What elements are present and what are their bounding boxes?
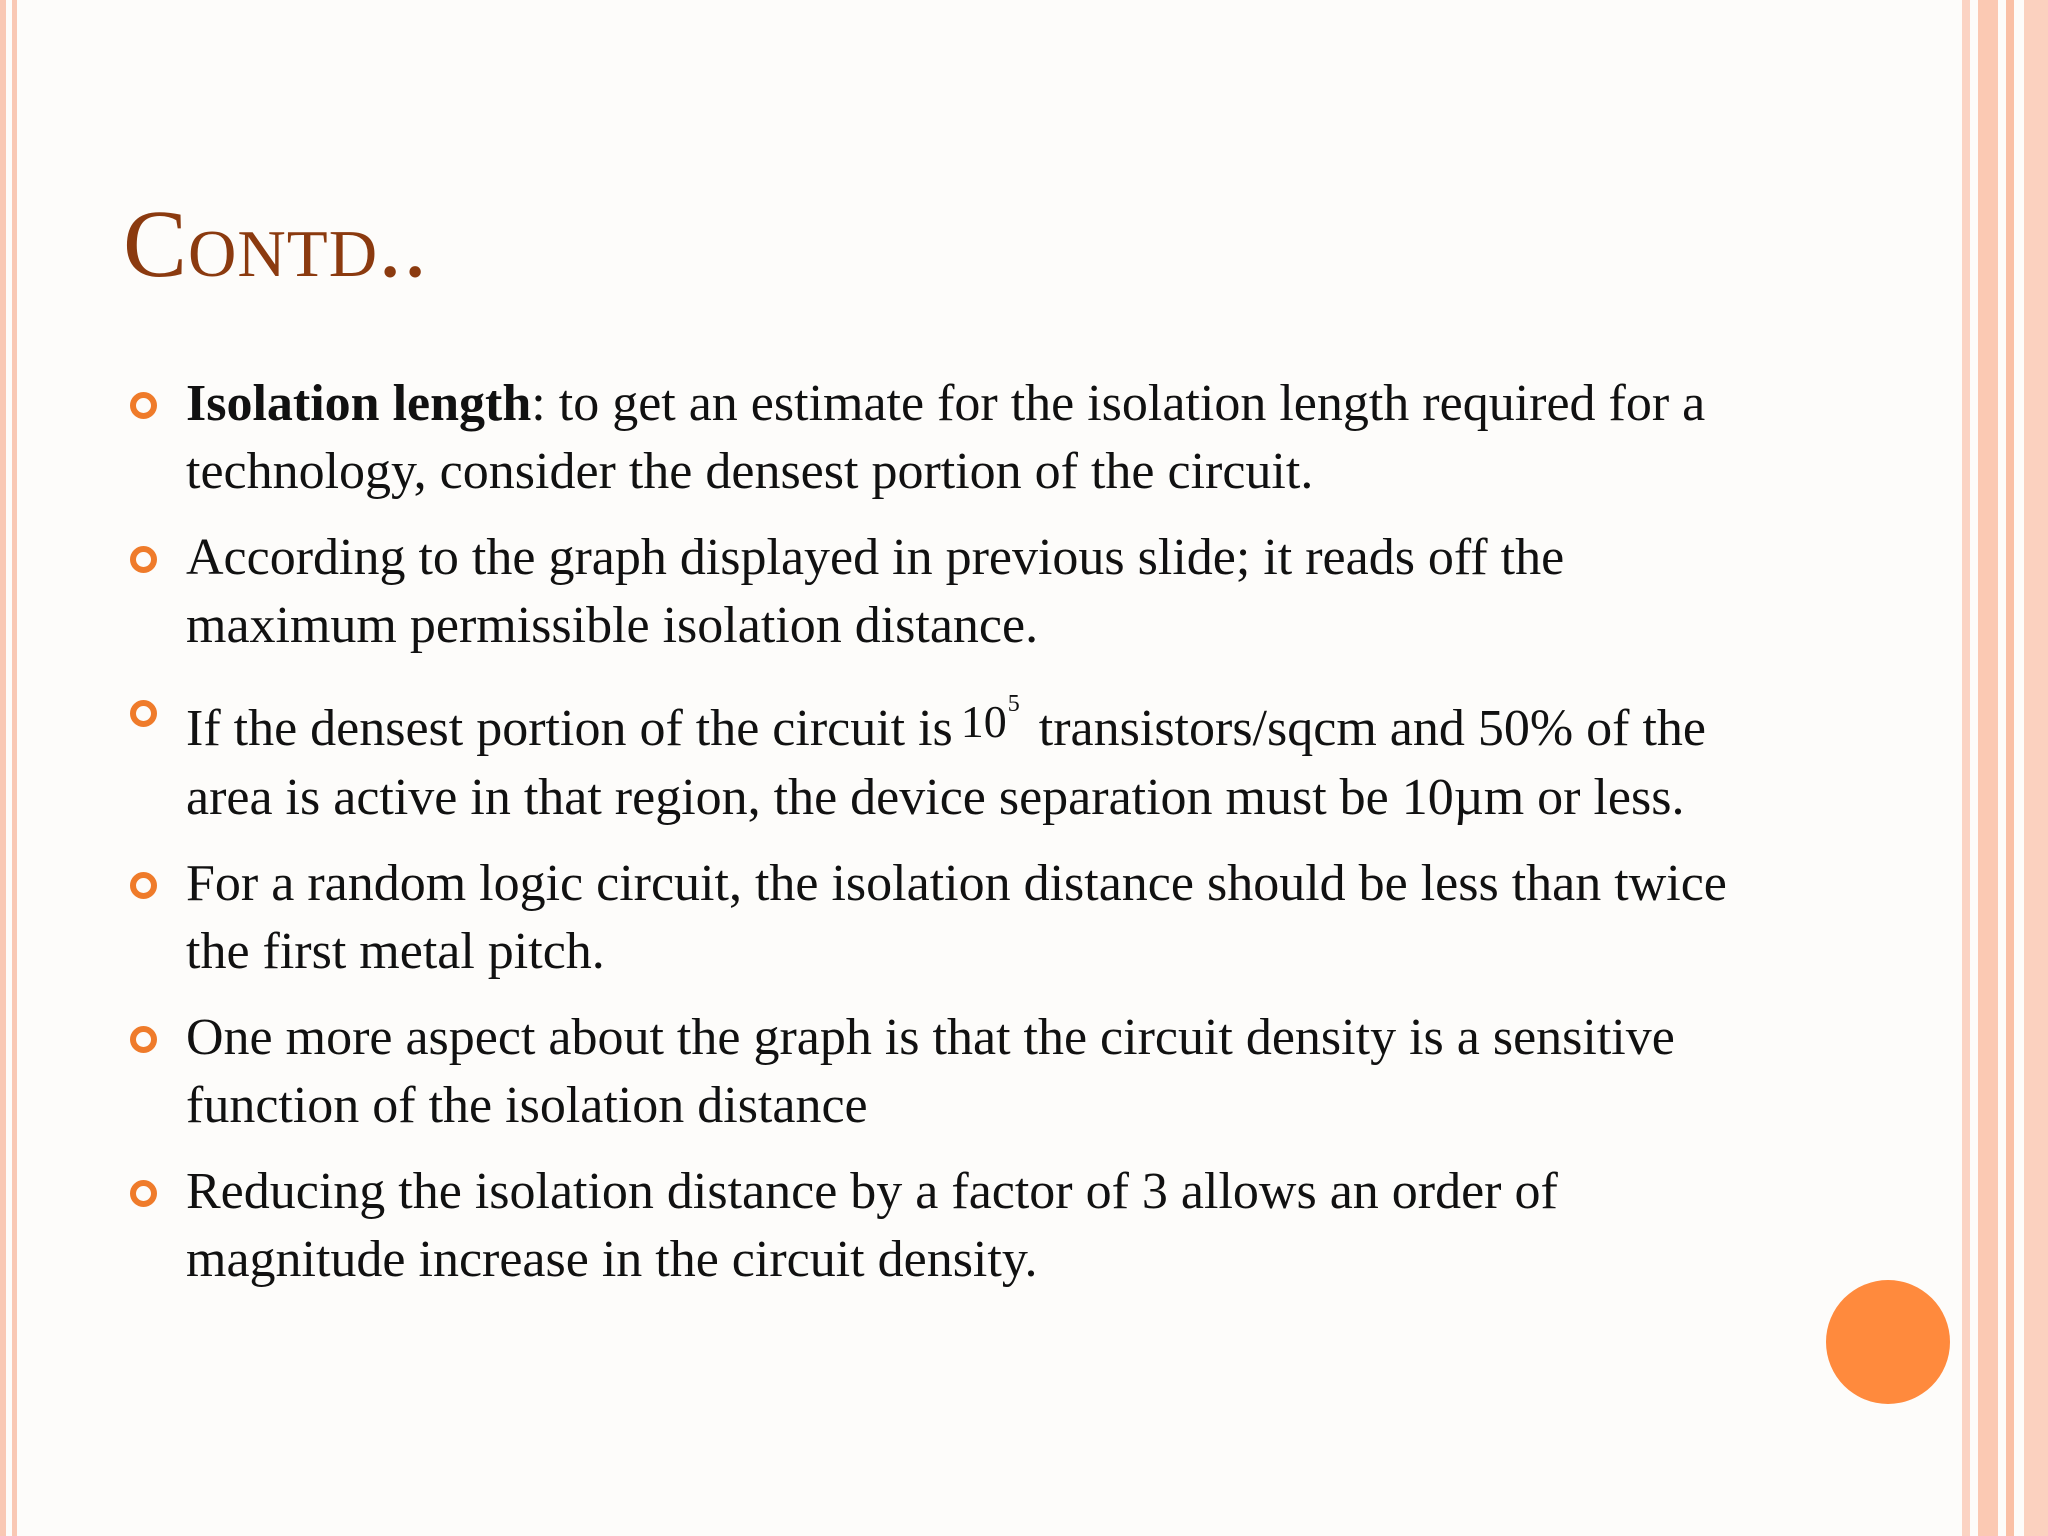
right-border-band (2006, 0, 2014, 1536)
bullet-text: According to the graph displayed in previous slide; it reads off the maximum permissible isolation distance. (186, 529, 1565, 654)
bullet-text: One more aspect about the graph is that the circuit density is a sensitive function of the isolation distance (186, 1009, 1675, 1134)
bullet-circle-icon (130, 1026, 157, 1053)
math-exponent: 5 (1007, 691, 1020, 717)
bullet-item (130, 1004, 1770, 1140)
bullet-item (130, 524, 1770, 660)
bullet-bold-term: Isolation length (186, 375, 532, 432)
slide-title: Contd.. (123, 190, 429, 297)
bullet-list (130, 370, 1770, 1312)
math-base: 10 (960, 696, 1007, 747)
left-border-line (12, 0, 17, 1536)
bullet-item (130, 850, 1770, 986)
right-border-band (1962, 0, 1970, 1536)
right-border-band (2024, 0, 2048, 1536)
bullet-circle-icon (130, 700, 157, 727)
left-border-line (0, 0, 6, 1536)
bullet-circle-icon (130, 1180, 157, 1207)
bullet-text: If the densest portion of the circuit is (186, 700, 953, 757)
bullet-item (130, 1158, 1770, 1294)
bullet-text: transistors/sqcm and 50% of the area is active in that region, the device separation must be 10µm or less. (186, 700, 1707, 826)
bullet-text: For a random logic circuit, the isolation distance should be less than twice the first metal pitch. (186, 855, 1727, 980)
math-expression (961, 670, 1020, 756)
bullet-text: Reducing the isolation distance by a factor of 3 allows an order of magnitude increase in the circuit density. (186, 1163, 1558, 1288)
bullet-circle-icon (130, 392, 157, 419)
bullet-circle-icon (130, 872, 157, 899)
bullet-text: : to get an estimate for the isolation length required for a technology, consider the densest portion of the circuit. (186, 375, 1706, 500)
decorative-orange-circle (1826, 1280, 1950, 1404)
bullet-circle-icon (130, 546, 157, 573)
bullet-item (130, 678, 1770, 832)
bullet-item (130, 370, 1770, 506)
right-border-band (1978, 0, 1998, 1536)
